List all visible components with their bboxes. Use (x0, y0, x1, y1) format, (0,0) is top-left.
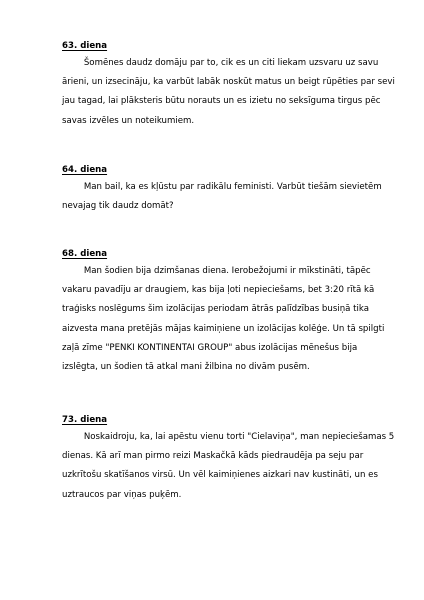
entry-body (62, 178, 392, 216)
diary-entry-63 (62, 40, 395, 131)
entry-line: traģisks noslēgums šim izolācijas periodam ātrās palīdzības busiņā tika (62, 304, 369, 315)
entry-line: uztraucos par viņas puķēm. (62, 489, 182, 500)
entry-line: jau tagad, lai plāksteris būtu norauts un es izietu no seksīguma tirgus pēc (62, 96, 381, 107)
diary-entry-68 (62, 248, 392, 377)
entry-line: Man šodien bija dzimšanas diena. Ierobežojumi ir mīkstināti, tāpēc (62, 266, 371, 276)
entry-line: uzkrītošu skatīšanos virsū. Un vēl kaimiņienes aizkari nav kustināti, un es (62, 470, 378, 481)
entry-heading: 63. diena (62, 41, 108, 51)
entry-body (62, 262, 392, 377)
entry-line: vakaru pavadīju ar draugiem, kas bija ļoti nepieciešams, bet 3:20 rītā kā (62, 285, 375, 296)
entry-heading: 68. diena (62, 249, 108, 259)
entry-line: ārieni, un izsecināju, ka varbūt labāk noskūt matus un beigt rūpēties par sevi (62, 77, 395, 88)
entry-heading: 64. diena (62, 165, 108, 175)
entry-heading: 73. diena (62, 415, 108, 425)
entry-line: savas izvēles un noteikumiem. (62, 115, 195, 126)
entry-line: Noskaidroju, ka, lai apēstu vienu torti "Cielaviņa", man nepieciešamas 5 (62, 432, 395, 442)
entry-line: dienas. Kā arī man pirmo reizi Maskačkā kāds piedraudēja pa seju par (62, 451, 364, 462)
entry-line: Man bail, ka es kļūstu par radikālu feministi. Varbūt tiešām sievietēm (62, 182, 382, 192)
diary-entry-64 (62, 164, 392, 216)
entry-body (62, 428, 395, 505)
entry-line: Šomēnes daudz domāju par to, cik es un citi liekam uzsvaru uz savu (62, 58, 379, 68)
entry-line: aizvesta mana pretējās mājas kaimiņiene un izolācijas kolēģe. Un tā spilgti (62, 323, 385, 334)
entry-line: izslēgta, un šodien tā atkal mani žilbina no divām pusēm. (62, 362, 310, 373)
entry-line: nevajag tik daudz domāt? (62, 201, 174, 212)
entry-body (62, 54, 395, 131)
entry-line: zaļā zīme "PENKI KONTINENTAI GROUP" abus izolācijas mēnešus bija (62, 342, 358, 353)
diary-entry-73 (62, 414, 395, 505)
